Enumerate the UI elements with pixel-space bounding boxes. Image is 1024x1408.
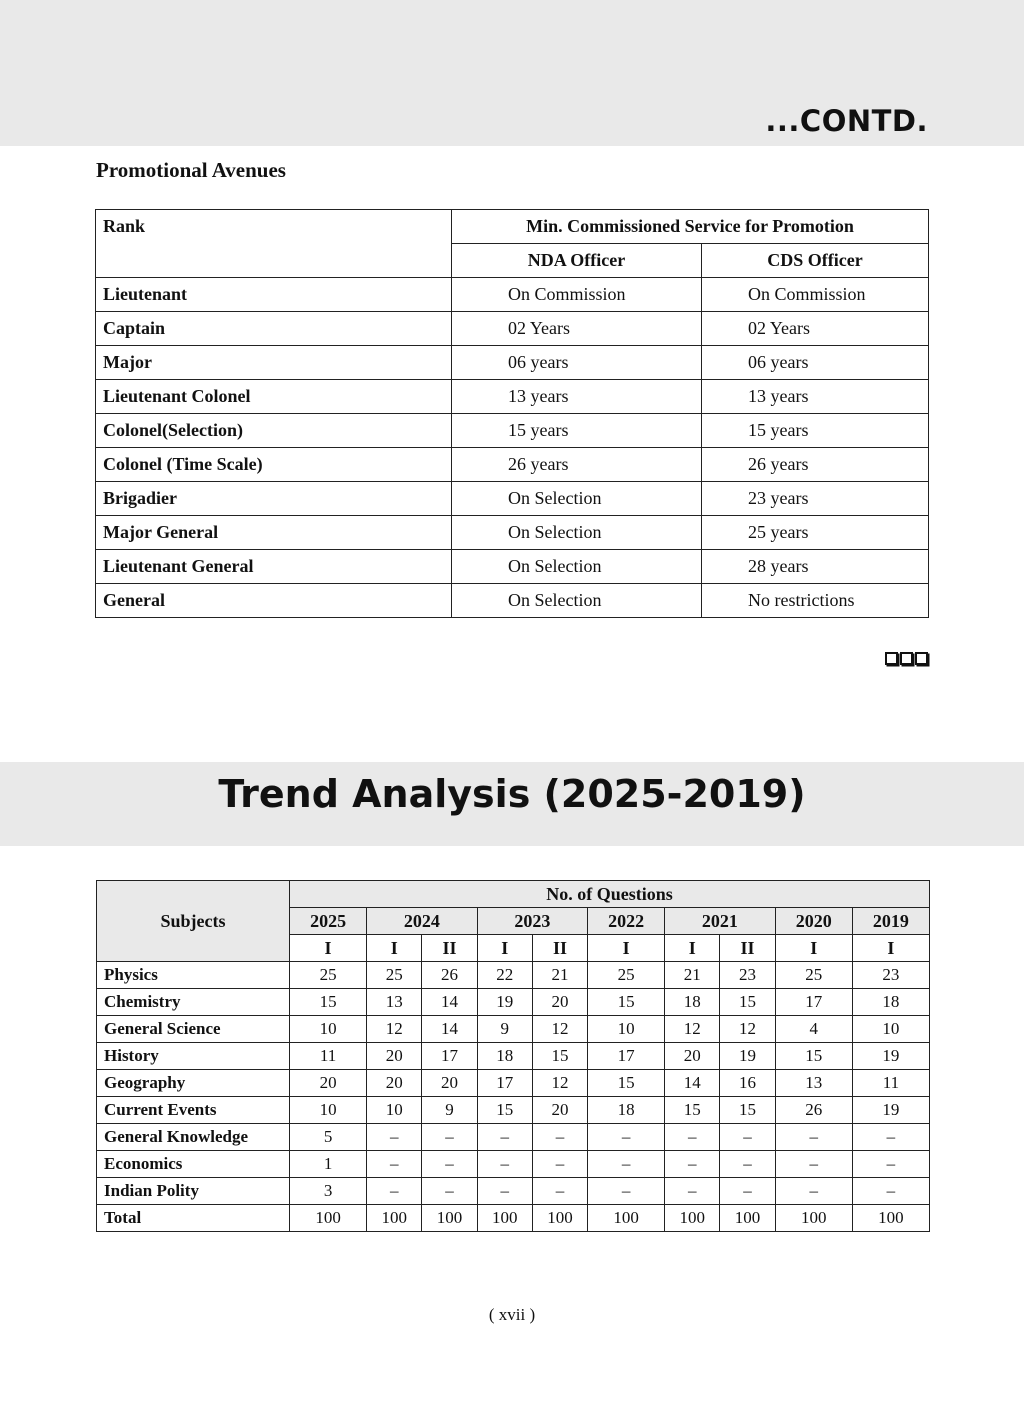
value-cell: 17 — [775, 989, 852, 1016]
subject-cell: General Knowledge — [97, 1124, 290, 1151]
cds-cell: On Commission — [702, 278, 929, 312]
nda-cell: 26 years — [452, 448, 702, 482]
value-cell: 9 — [422, 1097, 477, 1124]
value-cell: 10 — [367, 1097, 422, 1124]
subject-cell: History — [97, 1043, 290, 1070]
value-cell: – — [720, 1178, 775, 1205]
value-cell: 18 — [477, 1043, 532, 1070]
value-cell: 25 — [367, 962, 422, 989]
table-row — [96, 448, 929, 482]
value-cell: – — [422, 1178, 477, 1205]
nda-cell: On Selection — [452, 516, 702, 550]
nda-cell: 02 Years — [452, 312, 702, 346]
year-header: 2019 — [852, 908, 929, 935]
value-cell: – — [775, 1124, 852, 1151]
year-header: 2020 — [775, 908, 852, 935]
value-cell: 15 — [532, 1043, 587, 1070]
value-cell: – — [665, 1178, 720, 1205]
value-cell: 14 — [422, 989, 477, 1016]
min-service-header: Min. Commissioned Service for Promotion — [452, 210, 929, 244]
value-cell: 10 — [852, 1016, 929, 1043]
value-cell: 19 — [720, 1043, 775, 1070]
paper-header: I — [665, 935, 720, 962]
cds-cell: 02 Years — [702, 312, 929, 346]
paper-header: II — [422, 935, 477, 962]
value-cell: 11 — [852, 1070, 929, 1097]
value-cell: 18 — [588, 1097, 665, 1124]
nda-cell: On Commission — [452, 278, 702, 312]
value-cell: – — [422, 1124, 477, 1151]
table-row — [96, 278, 929, 312]
table-row — [96, 380, 929, 414]
value-cell: – — [852, 1124, 929, 1151]
paper-header: II — [532, 935, 587, 962]
header-row — [97, 881, 930, 908]
value-cell: 20 — [532, 989, 587, 1016]
value-cell: 100 — [720, 1205, 775, 1232]
rank-cell: Captain — [96, 312, 452, 346]
value-cell: 26 — [422, 962, 477, 989]
value-cell: – — [532, 1124, 587, 1151]
paper-header: I — [852, 935, 929, 962]
table-row — [97, 1070, 930, 1097]
value-cell: 20 — [532, 1097, 587, 1124]
rank-cell: General — [96, 584, 452, 618]
paper-header: I — [477, 935, 532, 962]
table-row — [97, 1205, 930, 1232]
value-cell: – — [477, 1151, 532, 1178]
value-cell: – — [422, 1151, 477, 1178]
rank-cell: Major General — [96, 516, 452, 550]
square-icon — [915, 652, 928, 665]
value-cell: – — [532, 1151, 587, 1178]
value-cell: 15 — [588, 1070, 665, 1097]
year-header: 2022 — [588, 908, 665, 935]
value-cell: 23 — [852, 962, 929, 989]
value-cell: 15 — [588, 989, 665, 1016]
value-cell: 25 — [588, 962, 665, 989]
subject-cell: Indian Polity — [97, 1178, 290, 1205]
value-cell: 19 — [477, 989, 532, 1016]
subject-cell: Chemistry — [97, 989, 290, 1016]
trend-table-head — [97, 881, 930, 962]
value-cell: 22 — [477, 962, 532, 989]
value-cell: 10 — [290, 1097, 367, 1124]
value-cell: 21 — [532, 962, 587, 989]
rank-cell: Lieutenant General — [96, 550, 452, 584]
value-cell: – — [775, 1151, 852, 1178]
table-row — [96, 550, 929, 584]
nda-cell: 06 years — [452, 346, 702, 380]
value-cell: 100 — [367, 1205, 422, 1232]
table-row — [96, 584, 929, 618]
value-cell: 12 — [532, 1016, 587, 1043]
square-icon — [900, 652, 913, 665]
paper-header: II — [720, 935, 775, 962]
value-cell: 20 — [422, 1070, 477, 1097]
subject-cell: Physics — [97, 962, 290, 989]
value-cell: – — [367, 1178, 422, 1205]
value-cell: 1 — [290, 1151, 367, 1178]
table-row — [97, 1097, 930, 1124]
trend-title: Trend Analysis (2025-2019) — [218, 772, 806, 816]
cds-cell: 13 years — [702, 380, 929, 414]
value-cell: 4 — [775, 1016, 852, 1043]
value-cell: 15 — [720, 989, 775, 1016]
rank-cell: Lieutenant Colonel — [96, 380, 452, 414]
rank-cell: Brigadier — [96, 482, 452, 516]
value-cell: 3 — [290, 1178, 367, 1205]
section-title: Promotional Avenues — [96, 158, 286, 182]
table-row — [96, 482, 929, 516]
nda-officer-header: NDA Officer — [452, 244, 702, 278]
rank-cell: Lieutenant — [96, 278, 452, 312]
rank-cell: Colonel(Selection) — [96, 414, 452, 448]
value-cell: 25 — [290, 962, 367, 989]
value-cell: 100 — [588, 1205, 665, 1232]
value-cell: 12 — [665, 1016, 720, 1043]
value-cell: 9 — [477, 1016, 532, 1043]
page-number: ( xvii ) — [488, 1305, 536, 1324]
value-cell: – — [665, 1124, 720, 1151]
cds-cell: 28 years — [702, 550, 929, 584]
table-row — [97, 989, 930, 1016]
value-cell: 21 — [665, 962, 720, 989]
value-cell: 17 — [588, 1043, 665, 1070]
paper-header: I — [588, 935, 665, 962]
rank-cell: Major — [96, 346, 452, 380]
trend-analysis-table — [96, 880, 930, 1232]
subject-cell: Current Events — [97, 1097, 290, 1124]
cds-officer-header: CDS Officer — [702, 244, 929, 278]
subject-cell: Geography — [97, 1070, 290, 1097]
value-cell: 16 — [720, 1070, 775, 1097]
year-header: 2025 — [290, 908, 367, 935]
value-cell: – — [720, 1151, 775, 1178]
value-cell: – — [477, 1124, 532, 1151]
value-cell: – — [775, 1178, 852, 1205]
subject-cell: Economics — [97, 1151, 290, 1178]
table-row — [96, 312, 929, 346]
table-row — [97, 1124, 930, 1151]
cds-cell: 23 years — [702, 482, 929, 516]
value-cell: – — [588, 1124, 665, 1151]
value-cell: 25 — [775, 962, 852, 989]
table-row — [97, 1178, 930, 1205]
paper-header: I — [775, 935, 852, 962]
value-cell: – — [367, 1124, 422, 1151]
value-cell: 17 — [422, 1043, 477, 1070]
year-header: 2024 — [367, 908, 477, 935]
table-row — [97, 1151, 930, 1178]
value-cell: 15 — [665, 1097, 720, 1124]
value-cell: 12 — [720, 1016, 775, 1043]
value-cell: 100 — [852, 1205, 929, 1232]
value-cell: – — [852, 1151, 929, 1178]
year-header: 2023 — [477, 908, 587, 935]
value-cell: 19 — [852, 1043, 929, 1070]
value-cell: 18 — [852, 989, 929, 1016]
value-cell: – — [532, 1178, 587, 1205]
year-header: 2021 — [665, 908, 775, 935]
promotional-avenues-table — [95, 209, 929, 618]
nda-cell: 13 years — [452, 380, 702, 414]
nda-cell: On Selection — [452, 550, 702, 584]
value-cell: 100 — [775, 1205, 852, 1232]
value-cell: 19 — [852, 1097, 929, 1124]
value-cell: 13 — [367, 989, 422, 1016]
value-cell: 13 — [775, 1070, 852, 1097]
table-row — [97, 962, 930, 989]
value-cell: – — [852, 1178, 929, 1205]
cds-cell: 25 years — [702, 516, 929, 550]
value-cell: 100 — [290, 1205, 367, 1232]
rank-cell: Colonel (Time Scale) — [96, 448, 452, 482]
value-cell: 100 — [665, 1205, 720, 1232]
table-row — [97, 1043, 930, 1070]
value-cell: 20 — [367, 1070, 422, 1097]
square-icon — [885, 652, 898, 665]
value-cell: – — [477, 1178, 532, 1205]
cds-cell: No restrictions — [702, 584, 929, 618]
value-cell: 10 — [588, 1016, 665, 1043]
value-cell: 11 — [290, 1043, 367, 1070]
value-cell: – — [665, 1151, 720, 1178]
value-cell: 12 — [367, 1016, 422, 1043]
value-cell: 15 — [720, 1097, 775, 1124]
value-cell: 18 — [665, 989, 720, 1016]
subject-cell: Total — [97, 1205, 290, 1232]
cds-cell: 15 years — [702, 414, 929, 448]
value-cell: 15 — [775, 1043, 852, 1070]
value-cell: 100 — [422, 1205, 477, 1232]
rank-header: Rank — [96, 210, 452, 278]
trend-table-body — [97, 962, 930, 1232]
nda-cell: On Selection — [452, 482, 702, 516]
cds-cell: 06 years — [702, 346, 929, 380]
value-cell: 14 — [422, 1016, 477, 1043]
paper-header: I — [290, 935, 367, 962]
value-cell: 100 — [477, 1205, 532, 1232]
table-row — [96, 414, 929, 448]
value-cell: 10 — [290, 1016, 367, 1043]
end-mark-icon — [885, 652, 928, 665]
value-cell: 23 — [720, 962, 775, 989]
table-row — [96, 346, 929, 380]
paper-header: I — [367, 935, 422, 962]
value-cell: – — [367, 1151, 422, 1178]
value-cell: 12 — [532, 1070, 587, 1097]
value-cell: 14 — [665, 1070, 720, 1097]
subject-cell: General Science — [97, 1016, 290, 1043]
value-cell: 20 — [665, 1043, 720, 1070]
cds-cell: 26 years — [702, 448, 929, 482]
value-cell: 15 — [290, 989, 367, 1016]
value-cell: – — [588, 1151, 665, 1178]
nda-cell: On Selection — [452, 584, 702, 618]
promotional-table-body — [96, 278, 929, 618]
value-cell: 15 — [477, 1097, 532, 1124]
nda-cell: 15 years — [452, 414, 702, 448]
table-row — [97, 1016, 930, 1043]
subjects-header: Subjects — [97, 881, 290, 962]
value-cell: 5 — [290, 1124, 367, 1151]
questions-header: No. of Questions — [290, 881, 930, 908]
value-cell: – — [588, 1178, 665, 1205]
value-cell: 20 — [367, 1043, 422, 1070]
value-cell: 100 — [532, 1205, 587, 1232]
value-cell: – — [720, 1124, 775, 1151]
value-cell: 26 — [775, 1097, 852, 1124]
value-cell: 20 — [290, 1070, 367, 1097]
contd-label: ...CONTD. — [765, 104, 928, 138]
value-cell: 17 — [477, 1070, 532, 1097]
table-row — [96, 516, 929, 550]
